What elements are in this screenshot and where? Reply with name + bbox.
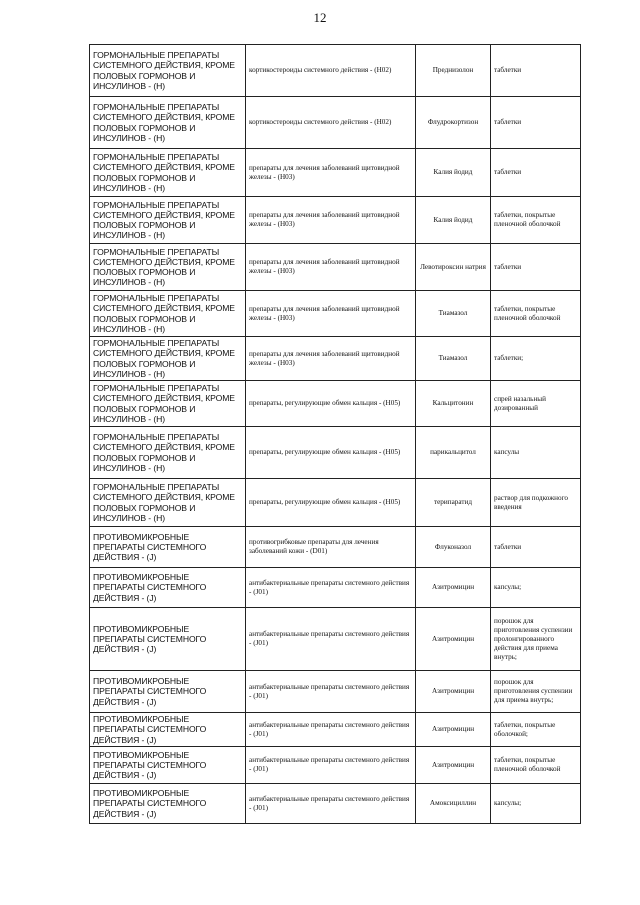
pharm-group-cell: ГОРМОНАЛЬНЫЕ ПРЕПАРАТЫ СИСТЕМНОГО ДЕЙСТВИЯ, КРОМЕ ПОЛОВЫХ ГОРМОНОВ И ИНСУЛИНОВ - (Н)	[90, 244, 246, 291]
pharm-group-cell: ПРОТИВОМИКРОБНЫЕ ПРЕПАРАТЫ СИСТЕМНОГО ДЕЙСТВИЯ - (J)	[90, 568, 246, 608]
subgroup-cell: препараты для лечения заболеваний щитовидной железы - (Н03)	[246, 149, 416, 197]
table-row	[90, 608, 581, 671]
table-row	[90, 45, 581, 97]
pharm-group-cell: ПРОТИВОМИКРОБНЫЕ ПРЕПАРАТЫ СИСТЕМНОГО ДЕЙСТВИЯ - (J)	[90, 713, 246, 747]
dosage-form-cell: таблетки	[491, 527, 581, 568]
subgroup-cell: антибактериальные препараты системного действия - (J01)	[246, 671, 416, 713]
subgroup-cell: кортикостероиды системного действия - (Н02)	[246, 45, 416, 97]
pharm-group-cell: ГОРМОНАЛЬНЫЕ ПРЕПАРАТЫ СИСТЕМНОГО ДЕЙСТВИЯ, КРОМЕ ПОЛОВЫХ ГОРМОНОВ И ИНСУЛИНОВ - (Н)	[90, 291, 246, 337]
table-row	[90, 784, 581, 824]
drug-name-cell: Азитромицин	[416, 568, 491, 608]
table-row	[90, 747, 581, 784]
pharm-group-cell: ГОРМОНАЛЬНЫЕ ПРЕПАРАТЫ СИСТЕМНОГО ДЕЙСТВИЯ, КРОМЕ ПОЛОВЫХ ГОРМОНОВ И ИНСУЛИНОВ - (Н)	[90, 337, 246, 381]
subgroup-cell: антибактериальные препараты системного действия - (J01)	[246, 784, 416, 824]
pharm-group-cell: ГОРМОНАЛЬНЫЕ ПРЕПАРАТЫ СИСТЕМНОГО ДЕЙСТВИЯ, КРОМЕ ПОЛОВЫХ ГОРМОНОВ И ИНСУЛИНОВ - (Н)	[90, 97, 246, 149]
subgroup-cell: препараты для лечения заболеваний щитовидной железы - (Н03)	[246, 291, 416, 337]
subgroup-cell: антибактериальные препараты системного действия - (J01)	[246, 568, 416, 608]
pharm-group-cell: ПРОТИВОМИКРОБНЫЕ ПРЕПАРАТЫ СИСТЕМНОГО ДЕЙСТВИЯ - (J)	[90, 527, 246, 568]
subgroup-cell: препараты для лечения заболеваний щитовидной железы - (Н03)	[246, 244, 416, 291]
pharm-group-cell: ГОРМОНАЛЬНЫЕ ПРЕПАРАТЫ СИСТЕМНОГО ДЕЙСТВИЯ, КРОМЕ ПОЛОВЫХ ГОРМОНОВ И ИНСУЛИНОВ - (Н)	[90, 45, 246, 97]
dosage-form-cell: таблетки	[491, 149, 581, 197]
dosage-form-cell: капсулы;	[491, 784, 581, 824]
pharm-group-cell: ГОРМОНАЛЬНЫЕ ПРЕПАРАТЫ СИСТЕМНОГО ДЕЙСТВИЯ, КРОМЕ ПОЛОВЫХ ГОРМОНОВ И ИНСУЛИНОВ - (Н)	[90, 381, 246, 427]
drug-name-cell: Амоксициллин	[416, 784, 491, 824]
table-row	[90, 291, 581, 337]
subgroup-cell: антибактериальные препараты системного действия - (J01)	[246, 608, 416, 671]
dosage-form-cell: таблетки, покрытые пленочной оболочкой	[491, 747, 581, 784]
table-row	[90, 381, 581, 427]
dosage-form-cell: таблетки, покрытые пленочной оболочкой	[491, 197, 581, 244]
table-row	[90, 197, 581, 244]
subgroup-cell: противогрибковые препараты для лечения заболеваний кожи - (D01)	[246, 527, 416, 568]
drug-name-cell: Азитромицин	[416, 671, 491, 713]
dosage-form-cell: капсулы	[491, 427, 581, 479]
subgroup-cell: препараты, регулирующие обмен кальция - (Н05)	[246, 381, 416, 427]
table-row	[90, 337, 581, 381]
drug-name-cell: терипаратид	[416, 479, 491, 527]
dosage-form-cell: таблетки	[491, 97, 581, 149]
drug-list-table	[89, 44, 581, 824]
drug-name-cell: Азитромицин	[416, 608, 491, 671]
page-number: 12	[313, 10, 327, 25]
pharm-group-cell: ПРОТИВОМИКРОБНЫЕ ПРЕПАРАТЫ СИСТЕМНОГО ДЕЙСТВИЯ - (J)	[90, 608, 246, 671]
drug-name-cell: Калия йодид	[416, 197, 491, 244]
table-row	[90, 527, 581, 568]
drug-list-body	[90, 45, 581, 824]
pharm-group-cell: ПРОТИВОМИКРОБНЫЕ ПРЕПАРАТЫ СИСТЕМНОГО ДЕЙСТВИЯ - (J)	[90, 671, 246, 713]
dosage-form-cell: таблетки, покрытые пленочной оболочкой	[491, 291, 581, 337]
subgroup-cell: препараты, регулирующие обмен кальция - (Н05)	[246, 427, 416, 479]
pharm-group-cell: ГОРМОНАЛЬНЫЕ ПРЕПАРАТЫ СИСТЕМНОГО ДЕЙСТВИЯ, КРОМЕ ПОЛОВЫХ ГОРМОНОВ И ИНСУЛИНОВ - (Н)	[90, 197, 246, 244]
subgroup-cell: препараты, регулирующие обмен кальция - (Н05)	[246, 479, 416, 527]
drug-name-cell: Азитромицин	[416, 713, 491, 747]
dosage-form-cell: таблетки, покрытые оболочкой;	[491, 713, 581, 747]
table-row	[90, 244, 581, 291]
drug-name-cell: Левотироксин натрия	[416, 244, 491, 291]
drug-name-cell: Калия йодид	[416, 149, 491, 197]
dosage-form-cell: капсулы;	[491, 568, 581, 608]
pharm-group-cell: ГОРМОНАЛЬНЫЕ ПРЕПАРАТЫ СИСТЕМНОГО ДЕЙСТВИЯ, КРОМЕ ПОЛОВЫХ ГОРМОНОВ И ИНСУЛИНОВ - (Н)	[90, 479, 246, 527]
drug-name-cell: парикальцитол	[416, 427, 491, 479]
drug-name-cell: Азитромицин	[416, 747, 491, 784]
table-row	[90, 568, 581, 608]
drug-name-cell: Флуконазол	[416, 527, 491, 568]
table-row	[90, 149, 581, 197]
subgroup-cell: антибактериальные препараты системного действия - (J01)	[246, 747, 416, 784]
drug-name-cell: Кальцитонин	[416, 381, 491, 427]
drug-name-cell: Тиамазол	[416, 337, 491, 381]
pharm-group-cell: ГОРМОНАЛЬНЫЕ ПРЕПАРАТЫ СИСТЕМНОГО ДЕЙСТВИЯ, КРОМЕ ПОЛОВЫХ ГОРМОНОВ И ИНСУЛИНОВ - (Н)	[90, 149, 246, 197]
dosage-form-cell: таблетки	[491, 244, 581, 291]
dosage-form-cell: раствор для подкожного введения	[491, 479, 581, 527]
drug-name-cell: Преднизолон	[416, 45, 491, 97]
table-row	[90, 479, 581, 527]
pharm-group-cell: ПРОТИВОМИКРОБНЫЕ ПРЕПАРАТЫ СИСТЕМНОГО ДЕЙСТВИЯ - (J)	[90, 784, 246, 824]
table-row	[90, 97, 581, 149]
dosage-form-cell: порошок для приготовления суспензии для приема внутрь;	[491, 671, 581, 713]
pharm-group-cell: ГОРМОНАЛЬНЫЕ ПРЕПАРАТЫ СИСТЕМНОГО ДЕЙСТВИЯ, КРОМЕ ПОЛОВЫХ ГОРМОНОВ И ИНСУЛИНОВ - (Н)	[90, 427, 246, 479]
pharm-group-cell: ПРОТИВОМИКРОБНЫЕ ПРЕПАРАТЫ СИСТЕМНОГО ДЕЙСТВИЯ - (J)	[90, 747, 246, 784]
table-row	[90, 671, 581, 713]
table-row	[90, 427, 581, 479]
dosage-form-cell: порошок для приготовления суспензии пролонгированного действия для приема внутрь;	[491, 608, 581, 671]
subgroup-cell: кортикостероиды системного действия - (Н02)	[246, 97, 416, 149]
subgroup-cell: препараты для лечения заболеваний щитовидной железы - (Н03)	[246, 197, 416, 244]
subgroup-cell: препараты для лечения заболеваний щитовидной железы - (Н03)	[246, 337, 416, 381]
drug-name-cell: Тиамазол	[416, 291, 491, 337]
drug-name-cell: Флудрокортизон	[416, 97, 491, 149]
dosage-form-cell: спрей назальный дозированный	[491, 381, 581, 427]
dosage-form-cell: таблетки	[491, 45, 581, 97]
table-row	[90, 713, 581, 747]
subgroup-cell: антибактериальные препараты системного действия - (J01)	[246, 713, 416, 747]
dosage-form-cell: таблетки;	[491, 337, 581, 381]
